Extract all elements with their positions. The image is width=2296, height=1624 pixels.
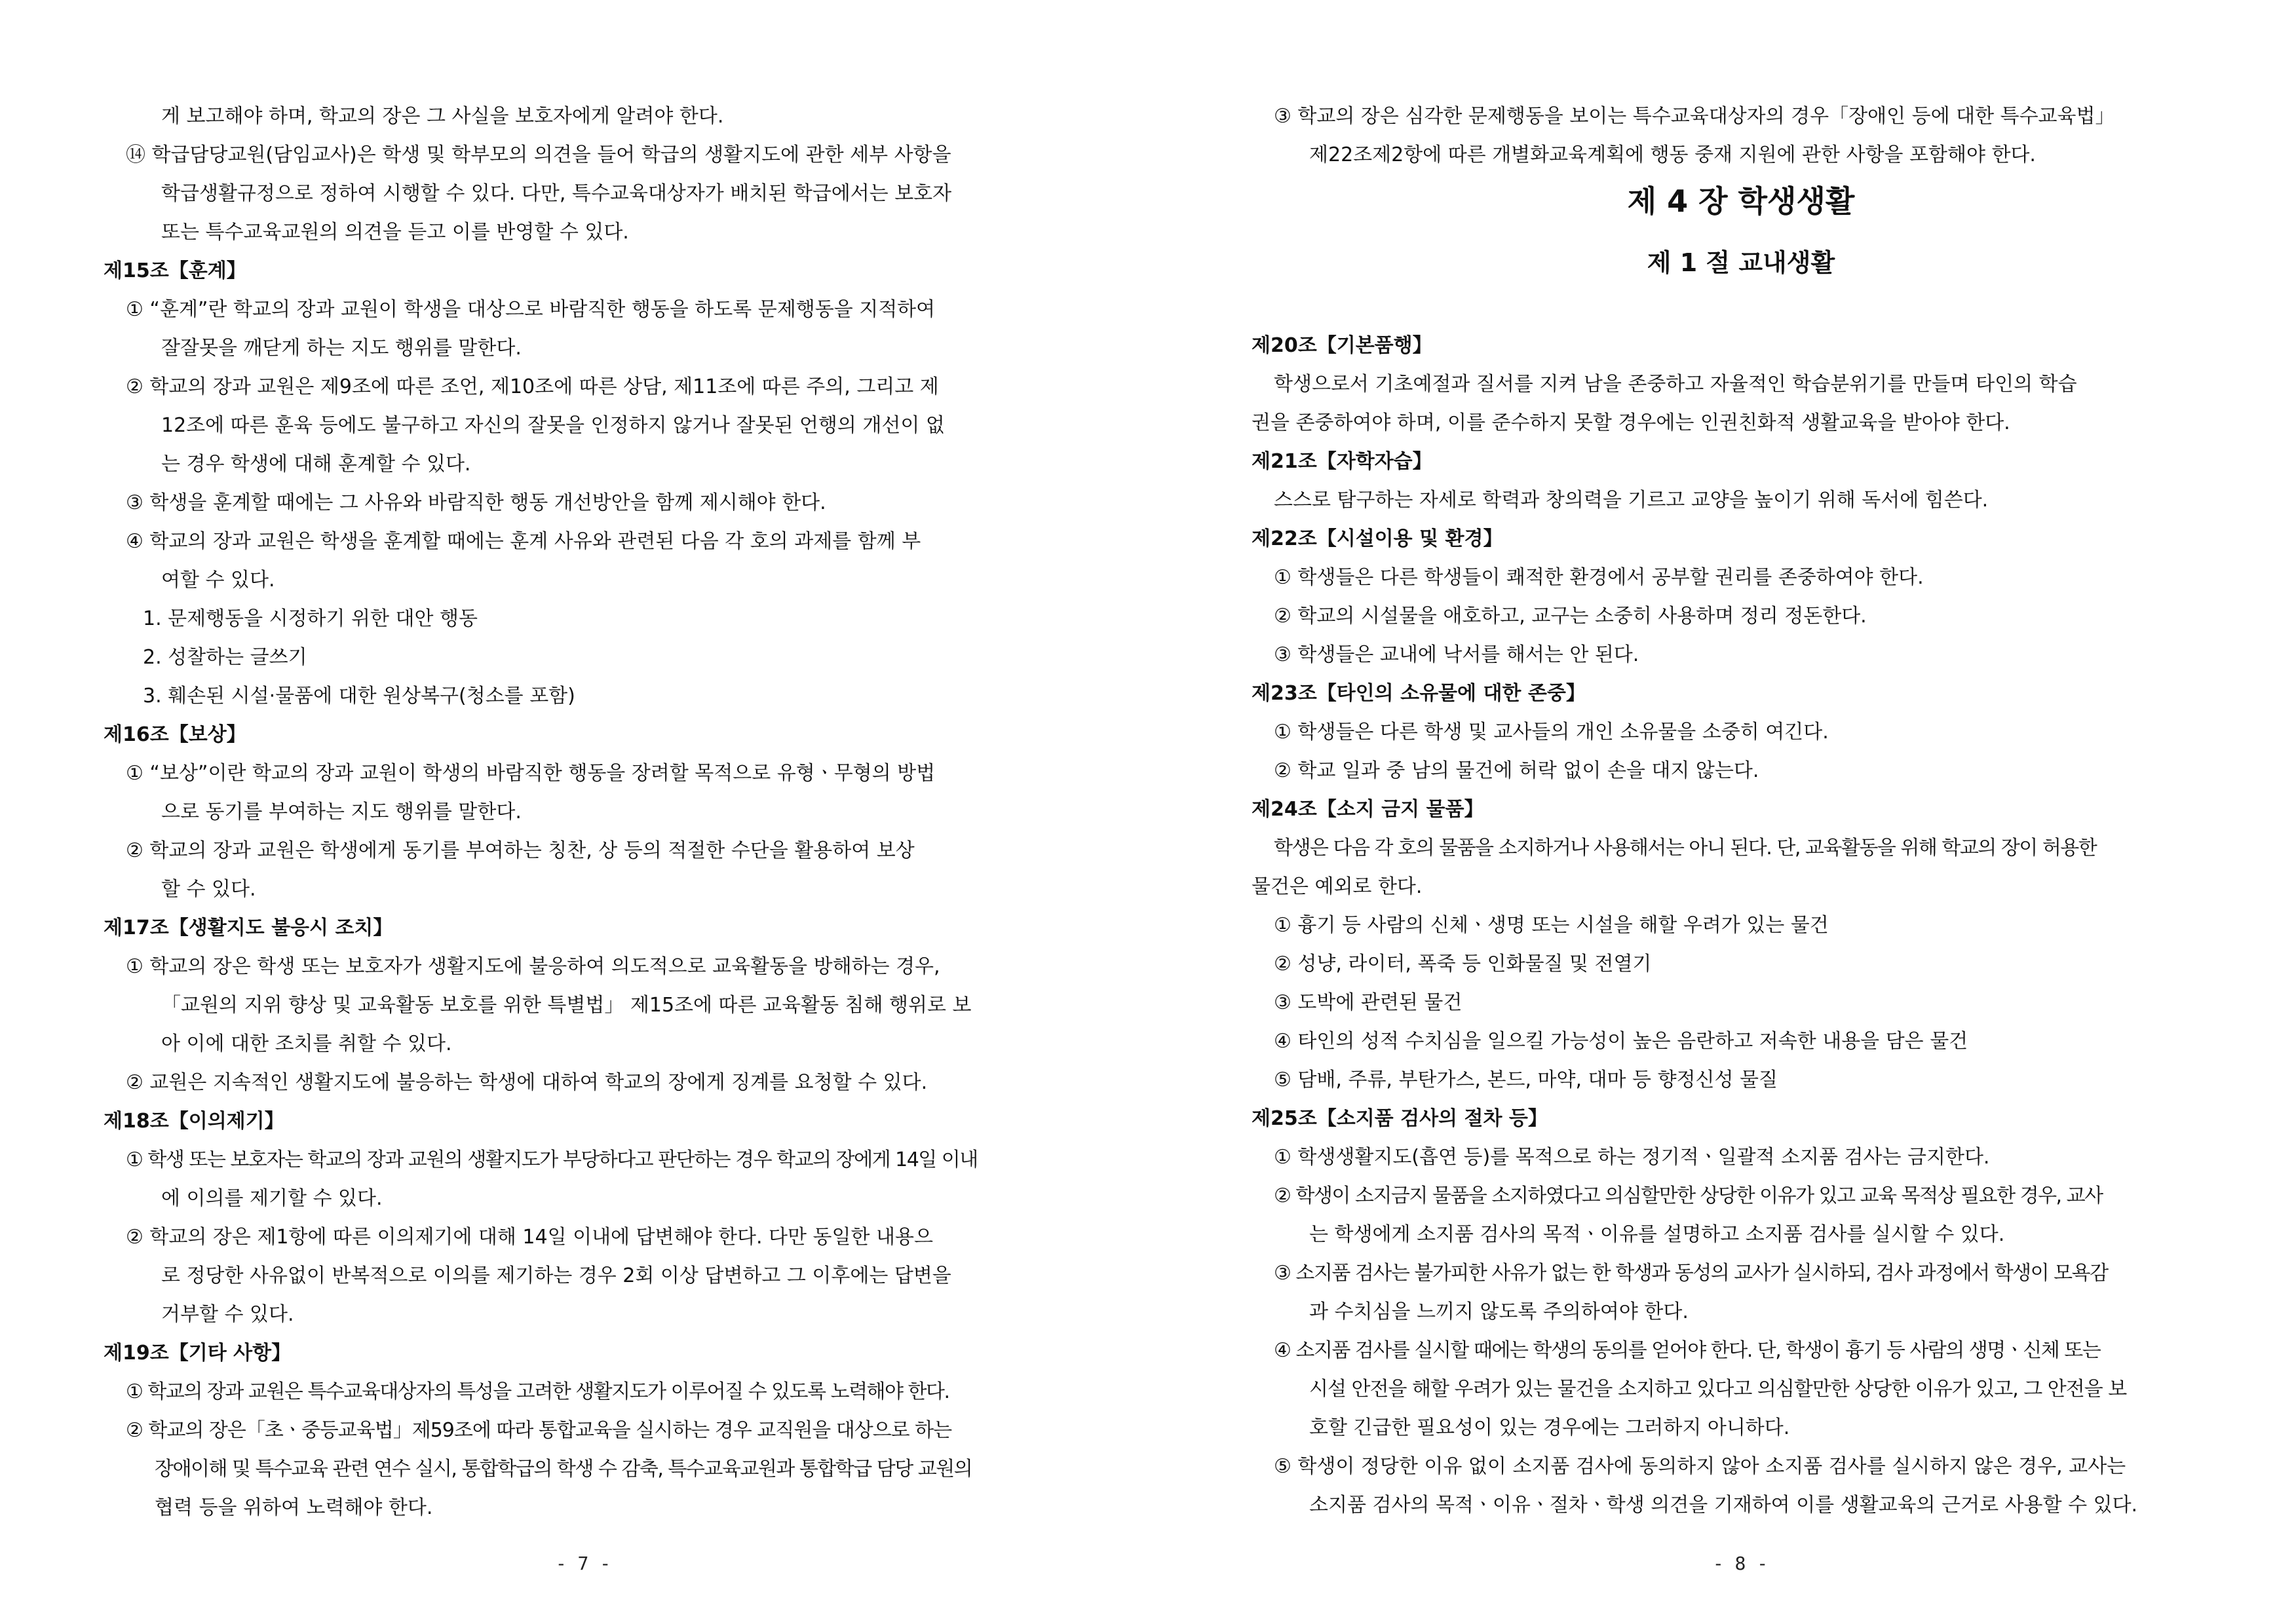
clause: ② 성냥, 라이터, 폭죽 등 인화물질 및 전열기 <box>1274 953 1652 975</box>
article-16-heading: 제16조【보상】 <box>104 723 246 746</box>
text-line: 는 학생에게 소지품 검사의 목적ㆍ이유를 설명하고 소지품 검사를 실시할 수 있다. <box>1309 1223 2005 1246</box>
clause: ④ 소지품 검사를 실시할 때에는 학생의 동의를 얻어야 한다. 단, 학생이 흉기 등 사람의 생명ㆍ신체 또는 <box>1274 1339 2101 1362</box>
section-title: 제 1 절 교내생활 <box>1647 248 1835 277</box>
text-line: 잘잘못을 깨닫게 하는 지도 행위를 말한다. <box>161 337 522 360</box>
text-line: 할 수 있다. <box>161 878 256 901</box>
clause: ① 흉기 등 사람의 신체ㆍ생명 또는 시설을 해할 우려가 있는 물건 <box>1274 914 1829 937</box>
clause: ② 학교의 장은 제1항에 따른 이의제기에 대해 14일 이내에 답변해야 한다. 다만 동일한 내용으 <box>126 1226 933 1249</box>
clause: ④ 타인의 성적 수치심을 일으킬 가능성이 높은 음란하고 저속한 내용을 담은 물건 <box>1274 1030 1968 1053</box>
text-line: 에 이의를 제기할 수 있다. <box>161 1187 383 1210</box>
text-line: 장애이해 및 특수교육 관련 연수 실시, 통합학급의 학생 수 감축, 특수교육교원과 통합학급 담당 교원의 <box>155 1458 972 1481</box>
page-8-body <box>1252 97 2230 1524</box>
clause: ③ 학생을 훈계할 때에는 그 사유와 바람직한 행동 개선방안을 함께 제시해야 한다. <box>126 491 826 514</box>
clause: ② 교원은 지속적인 생활지도에 불응하는 학생에 대하여 학교의 장에게 징계를 요청할 수 있다. <box>126 1071 928 1094</box>
clause: ④ 학교의 장과 교원은 학생을 훈계할 때에는 훈계 사유와 관련된 다음 각 호의 과제를 함께 부 <box>126 530 921 553</box>
clause-14: ⑭ 학급담당교원(담임교사)은 학생 및 학부모의 의견을 들어 학급의 생활지도에 관한 세부 사항을 <box>126 143 951 166</box>
clause: ① 학생들은 다른 학생들이 쾌적한 환경에서 공부할 권리를 존중하여야 한다. <box>1274 566 1924 589</box>
article-19-heading: 제19조【기타 사항】 <box>104 1342 292 1365</box>
clause: ① 학교의 장은 학생 또는 보호자가 생활지도에 불응하여 의도적으로 교육활동을 방해하는 경우, <box>126 955 940 978</box>
clause: ② 학교 일과 중 남의 물건에 허락 없이 손을 대지 않는다. <box>1274 759 1759 782</box>
clause: ② 학교의 시설물을 애호하고, 교구는 소중히 사용하며 정리 정돈한다. <box>1274 605 1867 628</box>
clause: ⑤ 학생이 정당한 이유 없이 소지품 검사에 동의하지 않아 소지품 검사를 실시하지 않은 경우, 교사는 <box>1274 1455 2126 1478</box>
clause: ③ 도박에 관련된 물건 <box>1274 991 1463 1014</box>
article-15-heading: 제15조【훈계】 <box>104 259 246 282</box>
clause: ② 학교의 장과 교원은 학생에게 동기를 부여하는 칭찬, 상 등의 적절한 수단을 활용하여 보상 <box>126 839 915 862</box>
numbered-item: 3. 훼손된 시설·물품에 대한 원상복구(청소를 포함) <box>143 685 575 708</box>
text-line: 물건은 예외로 한다. <box>1252 875 1423 898</box>
article-23-heading: 제23조【타인의 소유물에 대한 존중】 <box>1252 682 1586 705</box>
article-18-heading: 제18조【이의제기】 <box>104 1110 284 1133</box>
clause: ① 학교의 장과 교원은 특수교육대상자의 특성을 고려한 생활지도가 이루어질 수 있도록 노력해야 한다. <box>126 1380 949 1403</box>
clause: ① “보상”이란 학교의 장과 교원이 학생의 바람직한 행동을 장려할 목적으로 유형ㆍ무형의 방법 <box>126 762 936 785</box>
text-line: 협력 등을 위하여 노력해야 한다. <box>155 1496 433 1519</box>
clause: ③ 학생들은 교내에 낙서를 해서는 안 된다. <box>1274 643 1639 666</box>
clause: ② 학교의 장과 교원은 제9조에 따른 조언, 제10조에 따른 상담, 제11조에 따른 주의, 그리고 제 <box>126 375 939 398</box>
article-24-heading: 제24조【소지 금지 물품】 <box>1252 798 1484 821</box>
page-number: - 8 - <box>1712 1553 1769 1574</box>
text-line: 과 수치심을 느끼지 않도록 주의하여야 한다. <box>1309 1300 1689 1323</box>
paragraph: 스스로 탐구하는 자세로 학력과 창의력을 기르고 교양을 높이기 위해 독서에 힘쓴다. <box>1274 489 1989 512</box>
article-22-heading: 제22조【시설이용 및 환경】 <box>1252 527 1503 550</box>
chapter-title: 제 4 장 학생생활 <box>1627 183 1855 219</box>
text-line: 학급생활규정으로 정하여 시행할 수 있다. 다만, 특수교육대상자가 배치된 학급에서는 보호자 <box>161 182 952 205</box>
text-line: 로 정당한 사유없이 반복적으로 이의를 제기하는 경우 2회 이상 답변하고 그 이후에는 답변을 <box>161 1264 951 1287</box>
article-17-heading: 제17조【생활지도 불응시 조치】 <box>104 916 393 939</box>
clause: ① 학생생활지도(흡연 등)를 목적으로 하는 정기적ㆍ일괄적 소지품 검사는 금지한다. <box>1274 1146 1990 1169</box>
text-line: 소지품 검사의 목적ㆍ이유ㆍ절차ㆍ학생 의견을 기재하여 이를 생활교육의 근거로 사용할 수 있다. <box>1309 1494 2138 1517</box>
article-20-heading: 제20조【기본품행】 <box>1252 334 1432 357</box>
text-line: 게 보고해야 하며, 학교의 장은 그 사실을 보호자에게 알려야 한다. <box>161 105 724 128</box>
paragraph: 학생은 다음 각 호의 물품을 소지하거나 사용해서는 아니 된다. 단, 교육활동을 위해 학교의 장이 허용한 <box>1274 837 2097 859</box>
text-line: 12조에 따른 훈육 등에도 불구하고 자신의 잘못을 인정하지 않거나 잘못된 언행의 개선이 없 <box>161 414 945 437</box>
clause: ① 학생들은 다른 학생 및 교사들의 개인 소유물을 소중히 여긴다. <box>1274 721 1829 744</box>
clause: ② 학생이 소지금지 물품을 소지하였다고 의심할만한 상당한 이유가 있고 교육 목적상 필요한 경우, 교사 <box>1274 1184 2103 1207</box>
clause: ② 학교의 장은「초ㆍ중등교육법」제59조에 따라 통합교육을 실시하는 경우 교직원을 대상으로 하는 <box>126 1419 952 1442</box>
text-line: 거부할 수 있다. <box>161 1303 294 1326</box>
text-line: 아 이에 대한 조치를 취할 수 있다. <box>161 1032 452 1055</box>
text-line: 시설 안전을 해할 우려가 있는 물건을 소지하고 있다고 의심할만한 상당한 이유가 있고, 그 안전을 보 <box>1309 1378 2127 1401</box>
text-line: 으로 동기를 부여하는 지도 행위를 말한다. <box>161 801 522 823</box>
paragraph: 학생으로서 기초예절과 질서를 지켜 남을 존중하고 자율적인 학습분위기를 만들며 타인의 학습 <box>1274 373 2077 396</box>
clause: ⑤ 담배, 주류, 부탄가스, 본드, 마약, 대마 등 향정신성 물질 <box>1274 1068 1778 1091</box>
text-line: 권을 존중하여야 하며, 이를 준수하지 못할 경우에는 인권친화적 생활교육을 받아야 한다. <box>1252 411 2010 434</box>
numbered-item: 1. 문제행동을 시정하기 위한 대안 행동 <box>143 607 478 630</box>
page-7-body <box>104 97 1060 1527</box>
clause: ① 학생 또는 보호자는 학교의 장과 교원의 생활지도가 부당하다고 판단하는 경우 학교의 장에게 14일 이내 <box>126 1148 978 1171</box>
clause: ③ 소지품 검사는 불가피한 사유가 없는 한 학생과 동성의 교사가 실시하되, 검사 과정에서 학생이 모욕감 <box>1274 1262 2108 1285</box>
clause: ③ 학교의 장은 심각한 문제행동을 보이는 특수교육대상자의 경우「장애인 등에 대한 특수교육법」 <box>1274 105 2115 128</box>
clause: ① “훈계”란 학교의 장과 교원이 학생을 대상으로 바람직한 행동을 하도록 문제행동을 지적하여 <box>126 298 936 321</box>
numbered-item: 2. 성찰하는 글쓰기 <box>143 646 307 669</box>
page-8 <box>1148 0 2296 1624</box>
text-line: 제22조제2항에 따른 개별화교육계획에 행동 중재 지원에 관한 사항을 포함해야 한다. <box>1309 143 2036 166</box>
text-line: 호할 긴급한 필요성이 있는 경우에는 그러하지 아니하다. <box>1309 1416 1790 1439</box>
text-line: 「교원의 지위 향상 및 교육활동 보호를 위한 특별법」 제15조에 따른 교육활동 침해 행위로 보 <box>161 994 972 1017</box>
page-number: - 7 - <box>555 1553 611 1574</box>
text-line: 는 경우 학생에 대해 훈계할 수 있다. <box>161 453 471 476</box>
article-25-heading: 제25조【소지품 검사의 절차 등】 <box>1252 1107 1548 1130</box>
text-line: 여할 수 있다. <box>161 569 275 592</box>
article-21-heading: 제21조【자학자습】 <box>1252 450 1432 473</box>
text-line: 또는 특수교육교원의 의견을 듣고 이를 반영할 수 있다. <box>161 221 629 244</box>
